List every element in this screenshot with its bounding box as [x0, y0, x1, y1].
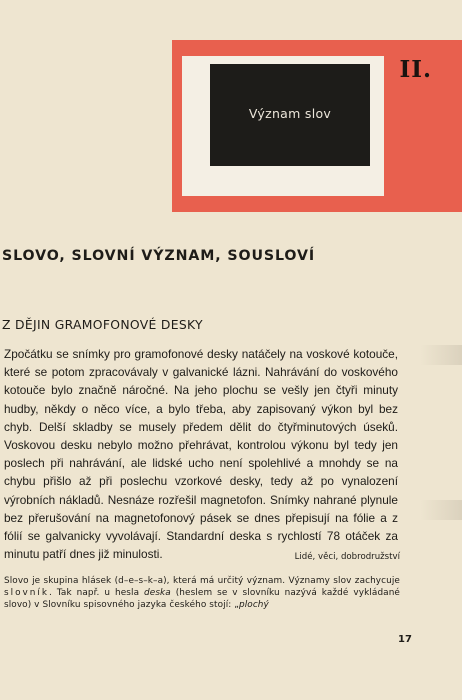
chapter-title: Význam slov: [248, 106, 332, 121]
definition-text-2: . Tak např. u hesla: [49, 588, 145, 599]
page-bleed-mark: [420, 345, 462, 365]
chapter-number: II.: [399, 56, 432, 83]
definition-text-1: Slovo je skupina hlásek (d–e–s–k–a), která má určitý význam. Významy slov zachycuje: [4, 576, 400, 586]
passage-text: Zpočátku se snímky pro gramofonové desky natáčely na voskové kotouče, které se potom zpracovávaly v galvanické lázni. Nahrávání do voskového kotouče bylo značně náročné. Na jeho plochu se vešly jen čtyři minuty hudby, někdy o něco více, a bylo třeba, aby zapisovaný výkon byl bez chyb. Delší skladby se musely předem dělit do čtyřminutových úseků. Voskovou desku nebylo možno přehrávat, kontrolou výkonu byl tedy jen poslech při nahrávání, ale lidské ucho není spolehlivé a mnohdy se na chybu přišlo až při poslechu vzorkové desky, tedy až po vynalození výrobních nákladů. Nesnáze rozřešil magnetofon. Snímky nahrané plynule bez přerušování na magnetofonový pásek se dnes přepisují na fólie a z fólií se galvanicky vyvolávají. Standardní deska s rychlostí 78 otáček za minutu patří dnes již minulosti.: [4, 347, 398, 562]
definition-paragraph: [4, 575, 400, 612]
definition-text-3: (heslem se v slovníku nazývá každé vykládané slovo) v Slovníku spisovného jazyka českého stojí: „: [4, 588, 400, 611]
chapter-title-panel: [210, 64, 370, 166]
section-title: SLOVO, SLOVNÍ VÝZNAM, SOUSLOVÍ: [2, 248, 316, 264]
quoted-definition-start: plochý: [239, 600, 269, 611]
term-slovnik: slovník: [4, 588, 50, 599]
subsection-title: Z DĚJIN GRAMOFONOVÉ DESKY: [2, 317, 203, 332]
page-number: 17: [398, 634, 412, 645]
headword-deska: deska: [144, 588, 171, 599]
passage-source: Lidé, věci, dobrodružství: [294, 552, 400, 562]
page-bleed-mark: [420, 500, 462, 520]
